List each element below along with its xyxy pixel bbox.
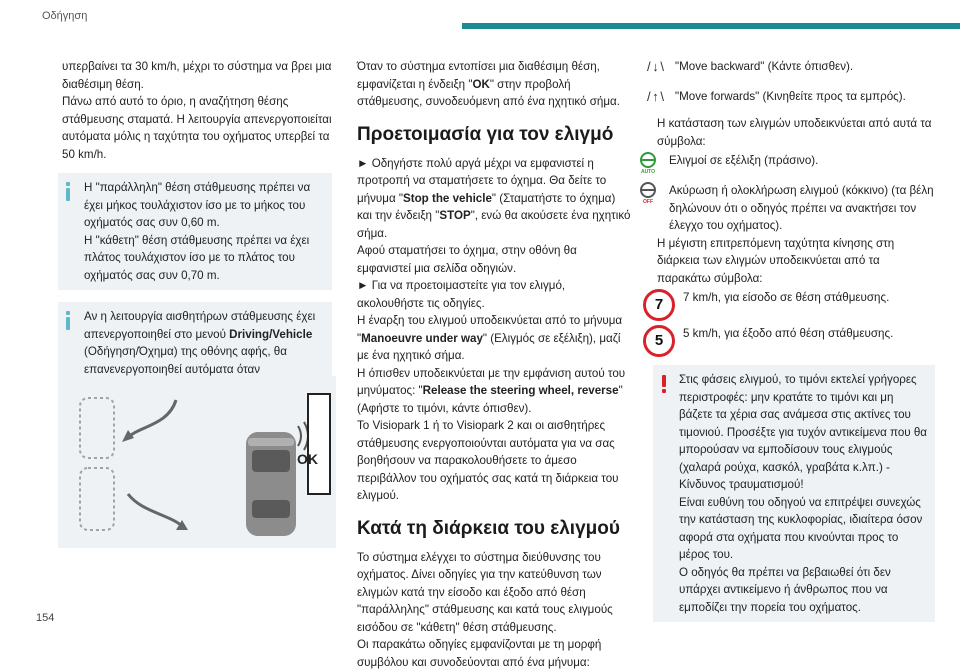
info-icon [66,311,70,330]
paragraph: Η κατάσταση των ελιγμών υποδεικνύεται από αυτά τα σύμβολα: [657,117,932,148]
paragraph: Η όπισθεν υποδεικνύεται με την εμφάνιση αυτού του μηνύματος: "Release the steering wheel, reverse" (Αφήστε το τιμόνι, κάντε όπισθεν). [357,366,626,415]
paragraph: Το Visiopark 1 ή το Visiopark 2 και οι αισθητήρες στάθμευσης ενεργοποιούνται αυτόματα για να σας βοηθήσουν να παρακολουθήσετε το άμεσο περιβάλλον του οχήματός σας κατά τη διάρκεια του ελιγμού. [357,419,619,502]
speed-text: 5 km/h, για έξοδο από θέση στάθμευσης. [683,327,894,340]
instruction-text: "Move backward" (Κάντε όπισθεν). [675,60,854,73]
status-text: Ακύρωση ή ολοκλήρωση ελιγμού (κόκκινο) (τα βέλη δηλώνουν ότι ο οδηγός πρέπει να ανακτήσει τον έλεγχο του οχήματος). [669,184,934,232]
section-title: Οδήγηση [42,10,88,22]
paragraph: Η μέγιστη επιτρεπόμενη ταχύτητα κίνησης στη διάρκεια των ελιγμών υποδεικνύεται από τα παρακάτω σύμβολα: [657,236,895,285]
note-text: Η "παράλληλη" θέση στάθμευσης πρέπει να έχει μήκος τουλάχιστον ίσο με το μήκος του οχήματός σας συν 0,60 m. [84,181,311,229]
speed-7-row [654,289,935,321]
column-2 [357,58,633,671]
speed-limit-7-icon: 7 [643,289,675,321]
paragraph: Αφού σταματήσει το όχημα, στην οθόνη θα εμφανιστεί μια σελίδα οδηγιών. [357,244,577,275]
warning-note [653,365,935,622]
instruction-move-backward [635,58,935,76]
parking-diagram-icon [58,376,336,548]
info-note-dimensions [58,173,332,290]
paragraph: Όταν το σύστημα εντοπίσει μια διαθέσιμη θέση, εμφανίζεται η ένδειξη "OK" στην προβολή στάθμευσης, συνοδευόμενη από ένα ηχητικό σήμα. [357,60,620,108]
move-backward-icon: / ↓ \ [647,59,663,74]
speed-5-row [654,325,935,357]
svg-text:AUTO: AUTO [640,169,656,174]
svg-text:OFF: OFF [643,199,653,204]
heading-preparation: Προετοιμασία για τον ελιγμό [357,123,614,145]
warning-text: Ο οδηγός θα πρέπει να βεβαιωθεί ότι δεν υπάρχει αντικείμενο ή άνθρωπος που να εμποδίζει την πορεία του οχήματος. [679,565,891,614]
paragraph: Πάνω από αυτό το όριο, η αναζήτηση θέσης στάθμευσης σταματά. Η λειτουργία απενεργοποιείται αυτόματα μόλις η ταχύτητα του οχήματος υπερβεί τα 50 km/h. [62,95,332,161]
steering-auto-icon [635,152,661,174]
page-number: 154 [36,612,55,624]
ok-label: OK [297,451,318,467]
warning-text: Στις φάσεις ελιγμού, το τιμόνι εκτελεί γρήγορες περιστροφές: μην κρατάτε το τιμόνι και μη βάζετε τα χέρια σας ανάμεσα στις ακτίνες του τιμονιού. Προσέξτε για τυχόν αντικείμενα που θα μπορούσαν να εμποδίσουν τους ελιγμούς (χαλαρά ρούχα, κασκόλ, γραβάτα κ.λπ.) - Κίνδυνος τραυματισμού! [679,373,928,491]
header-accent-bar [462,23,960,29]
paragraph: ► Για να προετοιμαστείτε για τον ελιγμό, ακολουθήστε τις οδηγίες. [357,279,566,310]
warning-icon [662,375,666,393]
instruction-move-forwards [635,88,935,106]
paragraph: υπερβαίνει τα 30 km/h, μέχρι το σύστημα να βρει μια διαθέσιμη θέση. [62,60,332,91]
speed-text: 7 km/h, για είσοδο σε θέση στάθμευσης. [683,291,890,304]
column-3 [640,58,935,622]
paragraph: Η έναρξη του ελιγμού υποδεικνύεται από το μήνυμα "Manoeuvre under way" (Ελιγμός σε εξέλιξη), μαζί με ένα ηχητικό σήμα. [357,314,623,362]
instruction-text: "Move forwards" (Κινηθείτε προς τα εμπρός). [675,89,906,103]
paragraph: Το σύστημα ελέγχει το σύστημα διεύθυνσης του οχήματος. Δίνει οδηγίες για την κατεύθυνση των ελιγμών κατά την είσοδο και έξοδο από θέση "παράλληλης" στάθμευσης και κατά τους ελιγμούς εισόδου σε "κάθετη" θέση στάθμευσης. [357,550,613,634]
column-1 [62,58,332,402]
info-icon [66,182,70,201]
note-text: Αν η λειτουργία αισθητήρων στάθμευσης έχει απενεργοποιηθεί στο μενού Driving/Vehicle (Οδήγηση/Όχημα) της οθόνης αφής, θα επανενεργοποιηθεί αυτόματα όταν [84,310,316,376]
parking-illustration [58,376,336,548]
steering-off-icon [635,182,661,204]
note-text: Η "κάθετη" θέση στάθμευσης πρέπει να έχει πλάτος τουλάχιστον ίσο με το πλάτος του οχήματός σας συν 0,70 m. [84,233,310,282]
status-auto-row [640,152,935,174]
status-text: Ελιγμοί σε εξέλιξη (πράσινο). [669,154,819,167]
status-off-row [643,182,935,235]
paragraph: ► Οδηγήστε πολύ αργά μέχρι να εμφανιστεί η προτροπή να σταματήσετε το όχημα. Θα δείτε το μήνυμα "Stop the vehicle" (Σταματήστε το όχημα) και την ένδειξη "STOP", ενώ θα ακούσετε ένα ηχητικό σήμα. [357,156,631,240]
warning-text: Είναι ευθύνη του οδηγού να επιτρέψει συνεχώς την κατάσταση της κυκλοφορίας, ιδιαίτερα όσον αφορά στα οχήματα που κινούνται προς το μέρος του. [679,495,923,561]
heading-during-manoeuvre: Κατά τη διάρκεια του ελιγμού [357,517,620,539]
speed-limit-5-icon: 5 [643,325,675,357]
move-forwards-icon: / ↑ \ [647,88,663,104]
paragraph: Οι παρακάτω οδηγίες εμφανίζονται με τη μορφή συμβόλου και συνοδεύονται από ένα μήνυμα: [357,638,602,669]
